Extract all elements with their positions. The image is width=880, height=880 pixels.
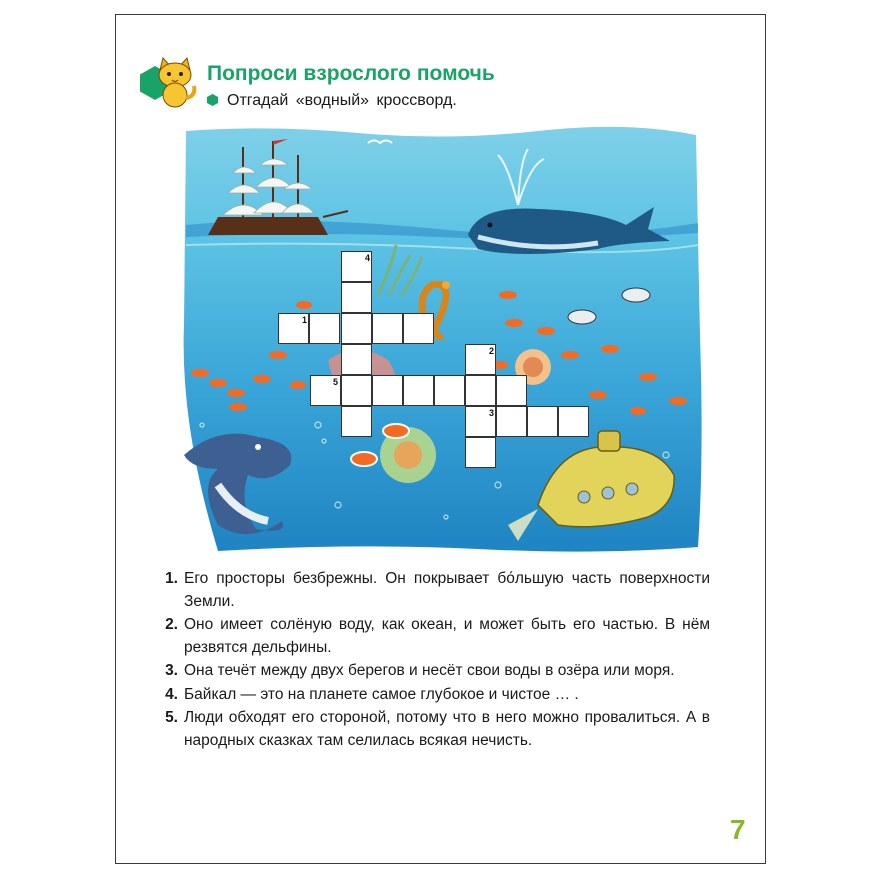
clue-number-1: 1 [302,315,308,325]
crossword-cell[interactable] [372,375,403,406]
crossword-cell[interactable] [496,375,527,406]
clue-item [150,707,710,752]
page-number: 7 [730,814,746,845]
task-header [140,56,700,116]
clue-number: 4. [165,685,178,703]
crossword-cell[interactable] [465,375,496,406]
crossword-cell[interactable] [496,406,527,437]
crossword-cell[interactable] [341,375,372,406]
task-instruction [207,92,457,112]
clue-number-3: 3 [489,408,495,418]
page-title: Попроси взрослого помочь [207,62,495,85]
clue-text: Байкал — это на планете самое глубокое и чистое … . [184,685,579,703]
crossword-cell[interactable] [341,406,372,437]
clue-text: Его просторы безбрежны. Он покрывает бо́льшую часть поверхности Земли. [184,570,710,610]
task-instruction-text: Отгадай «водный» кроссворд. [227,92,457,109]
crossword-grid [278,251,598,471]
crossword-cell[interactable] [341,344,372,375]
clue-item [150,614,710,659]
hexagon-bullet-icon [207,94,218,106]
crossword-cell[interactable] [372,313,403,344]
clue-number: 3. [165,662,178,679]
crossword-cell[interactable] [465,437,496,468]
clue-item [150,684,710,707]
clue-text: Люди обходят его стороной, потому что в него можно провалиться. А в народных сказках там селилась всякая нечисть. [184,709,710,749]
clue-item [150,568,710,613]
clue-number-4: 4 [365,253,371,263]
cat-mascot-icon [152,56,198,108]
crossword-cell[interactable] [403,313,434,344]
crossword-cell[interactable] [558,406,589,437]
crossword-cell[interactable] [341,313,372,344]
crossword-cell[interactable] [434,375,465,406]
crossword-cell[interactable] [309,313,340,344]
clue-list [150,568,710,753]
crossword-cell[interactable] [527,406,558,437]
clue-text: Она течёт между двух берегов и несёт свои воды в озёра или моря. [184,662,675,679]
clue-number: 2. [165,616,178,633]
clue-text: Оно имеет солёную воду, как океан, и может быть его частью. В нём резвятся дельфины. [184,616,710,656]
clue-item [150,660,710,683]
clue-number-5: 5 [333,377,339,387]
clue-number: 1. [165,570,178,587]
crossword-cell[interactable] [341,282,372,313]
clue-number-2: 2 [489,346,495,356]
crossword-cell[interactable] [403,375,434,406]
clue-number: 5. [165,709,178,726]
